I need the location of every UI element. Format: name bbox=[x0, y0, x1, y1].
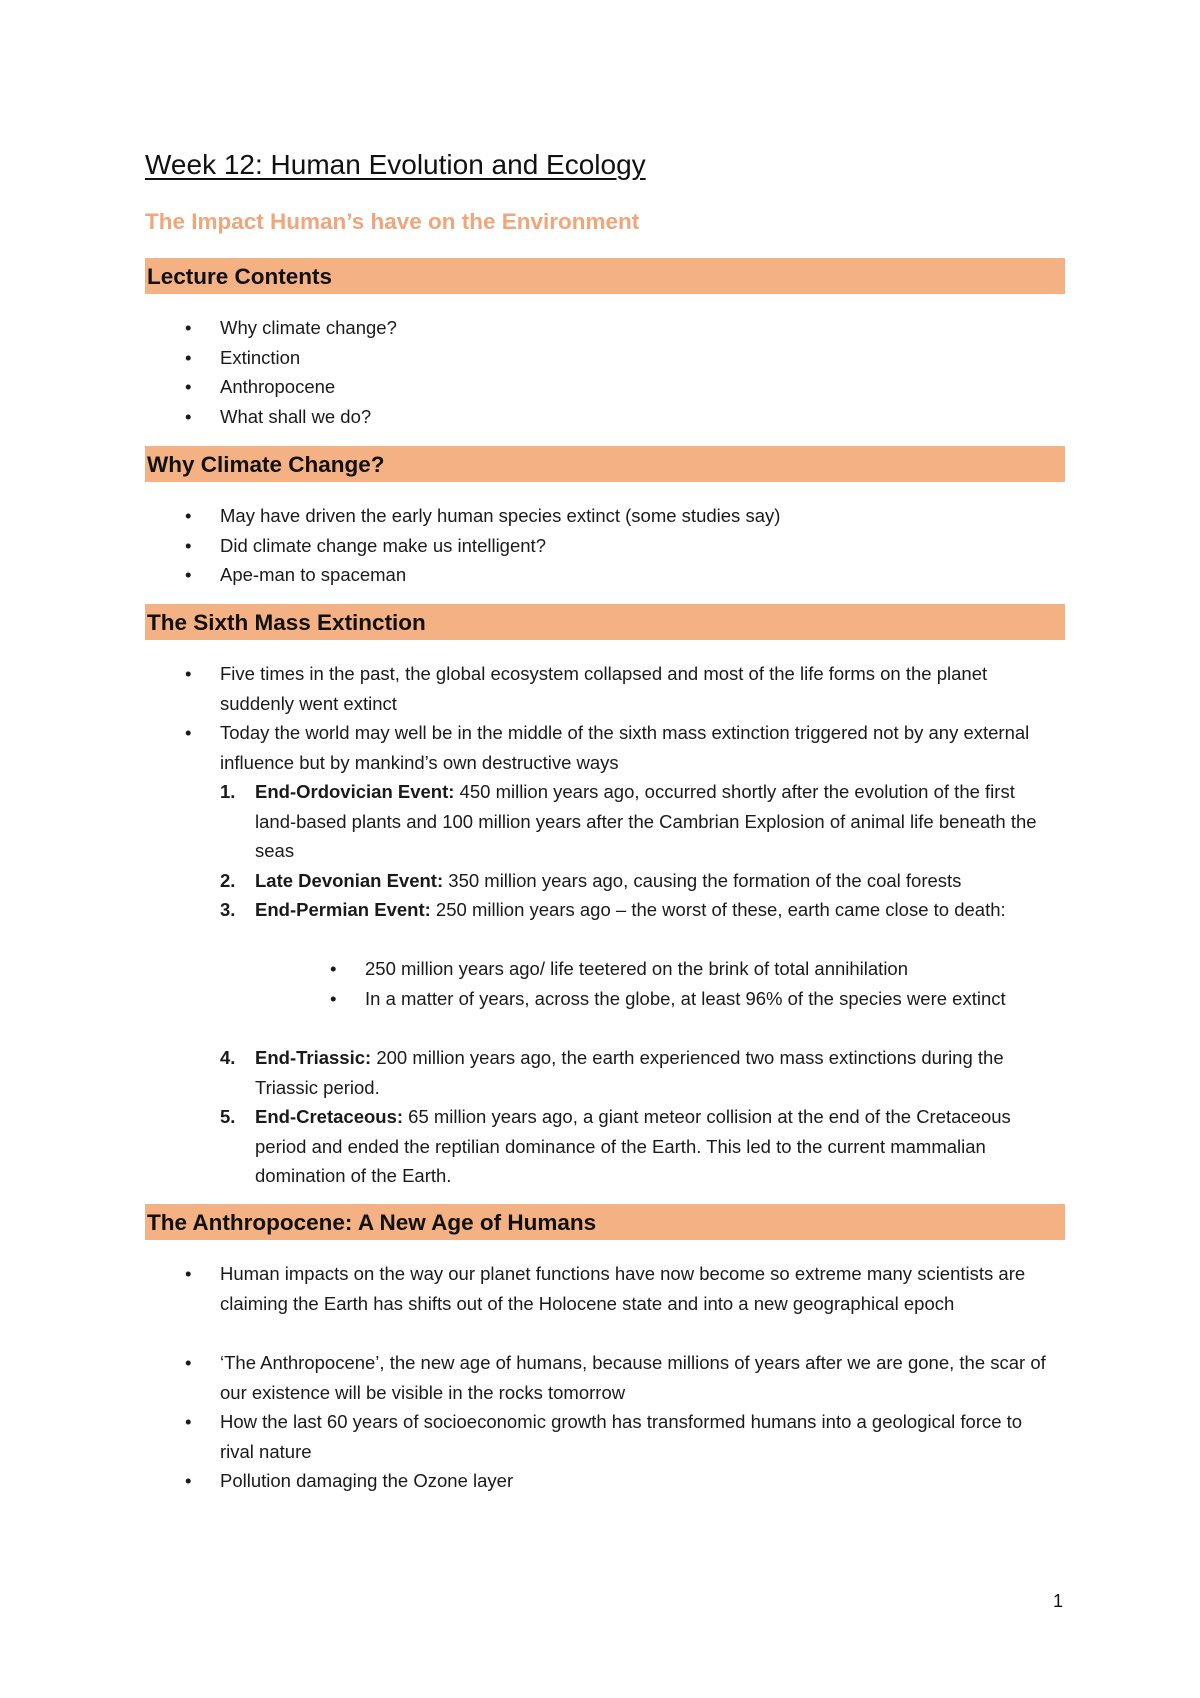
bullet-icon: • bbox=[185, 376, 192, 397]
list-item: Today the world may well be in the middle of the sixth mass extinction triggered not by any external influence but by mankind’s own destructive ways bbox=[220, 722, 1030, 773]
event-text: 450 million years ago, occurred shortly after the evolution of the first land-based plants and 100 million years after the Cambrian Explosion of animal life beneath the seas bbox=[255, 781, 1037, 861]
event-item-end-permian bbox=[255, 895, 1055, 925]
section-heading-why-climate-change bbox=[145, 446, 1065, 482]
section-heading-sixth-mass-extinction bbox=[145, 604, 1065, 640]
bullet-icon: • bbox=[185, 663, 192, 684]
event-number: 4. bbox=[220, 1047, 236, 1068]
event-item-late-devonian bbox=[255, 866, 1055, 896]
section-heading-lecture-contents bbox=[145, 258, 1065, 294]
list-item: What shall we do? bbox=[220, 406, 372, 427]
event-text: 65 million years ago, a giant meteor collision at the end of the Cretaceous period and ended the reptilian dominance of the Earth. This led to the current mammalian domination of the Earth. bbox=[255, 1106, 1011, 1186]
event-number: 5. bbox=[220, 1106, 236, 1127]
page-number: 1 bbox=[1052, 1591, 1063, 1611]
section-heading-anthropocene bbox=[145, 1204, 1065, 1240]
bullet-icon: • bbox=[185, 505, 192, 526]
bullet-icon: • bbox=[185, 347, 192, 368]
bullet-icon: • bbox=[185, 1470, 192, 1491]
list-item: Anthropocene bbox=[220, 376, 336, 397]
sub-list-item: In a matter of years, across the globe, at least 96% of the species were extinct bbox=[365, 988, 1006, 1009]
list-item: Ape-man to spaceman bbox=[220, 564, 407, 585]
event-item-end-cretaceous bbox=[255, 1102, 1055, 1191]
bullet-icon: • bbox=[185, 317, 192, 338]
page-subtitle: The Impact Human’s have on the Environment bbox=[145, 209, 640, 234]
event-text: 200 million years ago, the earth experienced two mass extinctions during the Triassic period. bbox=[255, 1047, 1004, 1098]
event-name: End-Triassic: bbox=[255, 1047, 372, 1068]
section-heading-text: Why Climate Change? bbox=[147, 452, 385, 477]
list-item: Did climate change make us intelligent? bbox=[220, 535, 546, 556]
bullet-icon: • bbox=[185, 722, 192, 743]
event-text: 250 million years ago – the worst of these, earth came close to death: bbox=[430, 899, 1006, 920]
event-name: End-Ordovician Event: bbox=[255, 781, 455, 802]
event-name: End-Cretaceous: bbox=[255, 1106, 404, 1127]
bullet-icon: • bbox=[185, 1411, 192, 1432]
list-item: Extinction bbox=[220, 347, 301, 368]
bullet-icon: • bbox=[185, 406, 192, 427]
list-item: Why climate change? bbox=[220, 317, 397, 338]
event-number: 1. bbox=[220, 781, 236, 802]
list-item: Pollution damaging the Ozone layer bbox=[220, 1470, 514, 1491]
section-heading-text: The Sixth Mass Extinction bbox=[147, 610, 426, 635]
sub-list-item: 250 million years ago/ life teetered on the brink of total annihilation bbox=[365, 958, 909, 979]
bullet-icon: • bbox=[185, 1352, 192, 1373]
list-item: Five times in the past, the global ecosystem collapsed and most of the life forms on the planet suddenly went extinct bbox=[220, 663, 988, 714]
section-heading-text: The Anthropocene: A New Age of Humans bbox=[147, 1210, 597, 1235]
bullet-icon: • bbox=[185, 535, 192, 556]
bullet-icon: • bbox=[330, 958, 337, 979]
list-item: How the last 60 years of socioeconomic growth has transformed humans into a geological force to rival nature bbox=[220, 1411, 1023, 1462]
event-name: End-Permian Event: bbox=[255, 899, 431, 920]
list-item: ‘The Anthropocene’, the new age of humans, because millions of years after we are gone, the scar of our existence will be visible in the rocks tomorrow bbox=[220, 1352, 1046, 1403]
bullet-icon: • bbox=[185, 564, 192, 585]
section-heading-text: Lecture Contents bbox=[147, 264, 333, 289]
list-item: Human impacts on the way our planet functions have now become so extreme many scientists are claiming the Earth has shifts out of the Holocene state and into a new geographical epoch bbox=[220, 1263, 1026, 1314]
event-name: Late Devonian Event: bbox=[255, 870, 444, 891]
bullet-icon: • bbox=[330, 988, 337, 1009]
event-number: 3. bbox=[220, 899, 236, 920]
page-title: Week 12: Human Evolution and Ecology bbox=[145, 149, 646, 180]
event-text: 350 million years ago, causing the formation of the coal forests bbox=[443, 870, 962, 891]
event-item-end-ordovician bbox=[255, 777, 1055, 866]
event-item-end-triassic bbox=[255, 1043, 1055, 1102]
event-number: 2. bbox=[220, 870, 236, 891]
bullet-icon: • bbox=[185, 1263, 192, 1284]
list-item: May have driven the early human species extinct (some studies say) bbox=[220, 505, 781, 526]
